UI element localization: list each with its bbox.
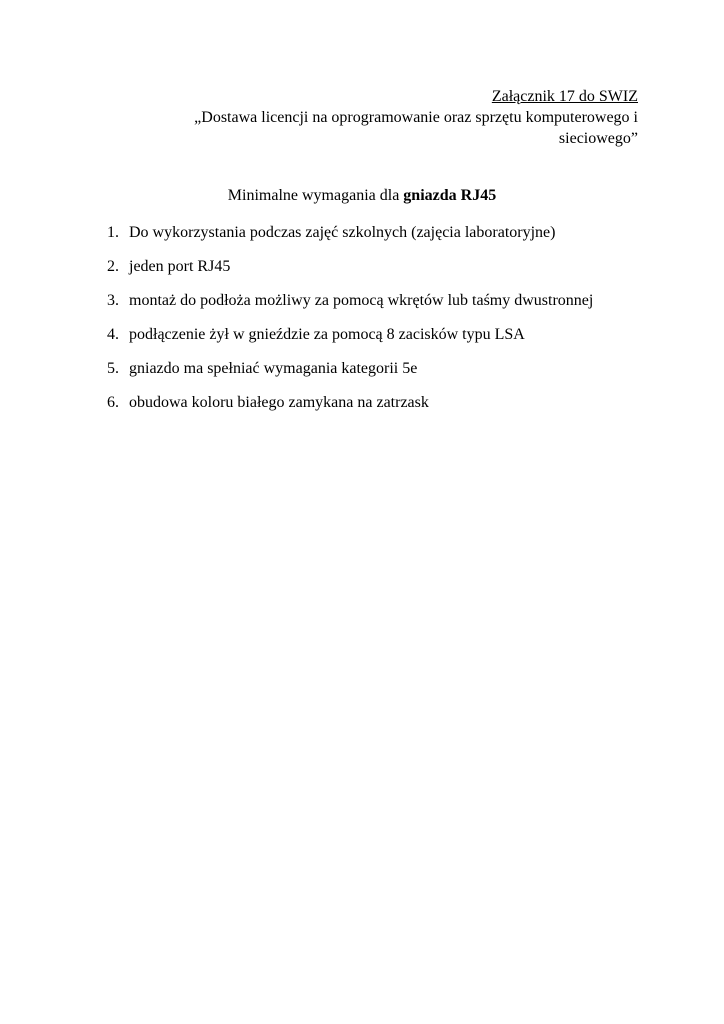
list-item-text: jeden port RJ45 [129,258,231,275]
heading-text: Minimalne wymagania dla [227,187,404,204]
attachment-reference: Załącznik 17 do SWIZ [491,88,638,105]
list-item [107,290,647,324]
list-item-text: Do wykorzystania podczas zajęć szkolnych (zajęcia laboratoryjne) [129,224,556,241]
attachment-header [118,86,638,149]
list-item-text: podłączenie żył w gnieździe za pomocą 8 zacisków typu LSA [129,326,525,343]
list-item-number: 3. [107,292,119,309]
list-item-number: 1. [107,224,119,241]
list-item [107,358,647,392]
list-item [107,324,647,358]
list-item [107,256,647,290]
heading-product: gniazda RJ45 [403,187,497,204]
list-item-text: obudowa koloru białego zamykana na zatrzask [129,394,429,411]
procurement-title-line-2: sieciowego” [558,130,638,147]
list-item-text: gniazdo ma spełniać wymagania kategorii 5e [129,360,418,377]
list-item-number: 6. [107,394,119,411]
list-item-number: 5. [107,360,119,377]
list-item [107,222,647,256]
requirements-list [107,222,647,426]
list-item-number: 2. [107,258,119,275]
list-item [107,392,647,426]
list-item-number: 4. [107,326,119,343]
procurement-title-line-1: „Dostawa licencji na oprogramowanie oraz sprzętu komputerowego i [194,109,638,126]
list-item-text: montaż do podłoża możliwy za pomocą wkrętów lub taśmy dwustronnej [129,292,594,309]
requirements-heading [0,185,724,206]
